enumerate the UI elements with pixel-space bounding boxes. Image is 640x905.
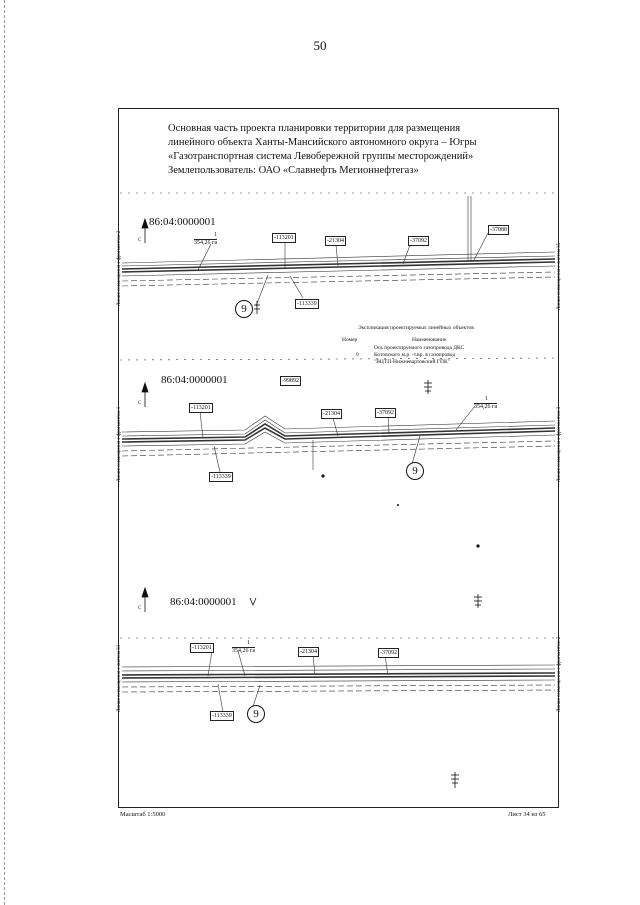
- title-line-4: Землепользователь: ОАО «Славнефть Мегионнефтегаз»: [168, 165, 419, 176]
- corridor-dashed: [122, 690, 555, 692]
- parcel-label: -113339: [297, 301, 317, 307]
- area-number: 1: [247, 640, 250, 646]
- parcel-label: -113201: [191, 405, 211, 411]
- power-tower-icon: [474, 594, 482, 608]
- area-value: 354,26 га: [474, 404, 498, 410]
- corridor-dashed: [122, 272, 555, 281]
- title-line-3: «Газотранспортная система Левобережной группы месторождений»: [168, 151, 474, 162]
- leader-line: [313, 655, 315, 675]
- object-number-badge: 9: [247, 705, 265, 723]
- dotted-boundary: [120, 358, 555, 360]
- leader-line: [256, 275, 268, 306]
- parcel-label: -21304: [327, 238, 344, 244]
- north-arrow-icon: [142, 588, 148, 597]
- legend-row-number: 9: [356, 352, 359, 358]
- parcel-id: 86:04:0000001: [149, 216, 216, 228]
- area-number: 1: [214, 232, 217, 238]
- legend-col-number: Номер: [342, 337, 358, 343]
- edge-label-left: Линия совмещения с листом 33: [117, 644, 122, 712]
- legend-row-text: [374, 345, 464, 366]
- parcel-label: -21304: [323, 411, 340, 417]
- legend-col-name: Наименование: [412, 337, 447, 343]
- leader-line: [218, 684, 223, 712]
- parcel-label: -37092: [380, 650, 397, 656]
- parcel-label: -113201: [192, 645, 212, 651]
- leader-line: [333, 418, 338, 436]
- point-mark: [476, 544, 479, 547]
- parcel-label: -99892: [282, 378, 299, 384]
- leader-line: [290, 276, 303, 298]
- parcel-label: -37092: [377, 410, 394, 416]
- corridor-line: [122, 665, 555, 667]
- leader-line: [214, 446, 220, 472]
- leader-line: [336, 245, 338, 266]
- leader-line: [238, 651, 245, 676]
- title-line-2: линейного объекта Ханты-Мансийского автономного округа – Югры: [168, 137, 477, 148]
- area-value: 354,26 га: [194, 240, 218, 246]
- pipeline-axis: [122, 673, 555, 675]
- parcel-id: 86:04:0000001: [161, 374, 228, 386]
- small-tower-icon: [254, 301, 260, 314]
- north-label: С: [138, 238, 142, 243]
- legend-row-line: Ось проектируемого газопровода ДКС: [374, 345, 465, 351]
- object-number-badge: 9: [235, 300, 253, 318]
- power-tower-icon: [451, 772, 459, 788]
- corridor-line: [122, 669, 555, 671]
- object-number-badge: 9: [406, 462, 424, 480]
- north-arrow-icon: [142, 219, 148, 228]
- corridor-dashed: [122, 277, 555, 286]
- legend-title: Экспликация проектируемых линейных объектов: [358, 325, 474, 331]
- edge-label-right: Линия совмещения с фрагментом 3: [557, 406, 562, 482]
- arrow-down-icon: [250, 598, 256, 605]
- power-tower-icon: [424, 380, 432, 394]
- leader-line: [403, 245, 410, 264]
- north-label: С: [138, 606, 142, 611]
- north-arrow-icon: [142, 383, 148, 392]
- point-mark: [397, 504, 399, 506]
- area-value: 354,26 га: [232, 648, 256, 654]
- edge-label-right: Линия совмещения с листом 35: [557, 242, 562, 310]
- leader-line: [412, 436, 420, 464]
- edge-label-left: Линия совмещения с фрагментом 2: [117, 230, 122, 306]
- corridor-line: [122, 680, 555, 682]
- pipeline-axis: [122, 676, 555, 678]
- north-label: С: [138, 401, 142, 406]
- title-line-1: Основная часть проекта планировки территории для размещения: [168, 123, 461, 134]
- parcel-label: -113339: [212, 713, 232, 719]
- parcel-label: -113201: [274, 235, 294, 241]
- leader-line: [208, 651, 212, 676]
- page-number: 50: [313, 38, 327, 53]
- leader-line: [388, 416, 389, 434]
- legend-row-line: Котовского м.р. -т.вр. в газопровод: [374, 352, 456, 358]
- parcel-label: -37092: [410, 238, 427, 244]
- sheet-label: Лист 34 из 65: [508, 811, 546, 818]
- corridor-dashed: [122, 446, 555, 456]
- leader-line: [456, 406, 475, 430]
- point-mark: [321, 474, 324, 477]
- parcel-label: -21304: [300, 649, 317, 655]
- corridor-dashed: [122, 441, 555, 451]
- scale-label: Масштаб 1:5000: [120, 811, 166, 818]
- legend: [358, 325, 474, 332]
- leader-line: [200, 412, 203, 438]
- parcel-id: 86:04:0000001: [170, 596, 237, 608]
- corridor-dashed: [122, 685, 555, 687]
- edge-label-right: Линия совмещения с фрагментом 2: [557, 636, 562, 712]
- edge-label-left: Линия совмещения с фрагментом 1: [117, 406, 122, 482]
- parcel-label: -37088: [490, 227, 507, 233]
- parcel-label: -113339: [211, 474, 231, 480]
- leader-line: [198, 244, 211, 270]
- legend-row-line: "ВЦТП-Нижневартовский ГПК": [374, 359, 450, 365]
- area-number: 1: [485, 396, 488, 402]
